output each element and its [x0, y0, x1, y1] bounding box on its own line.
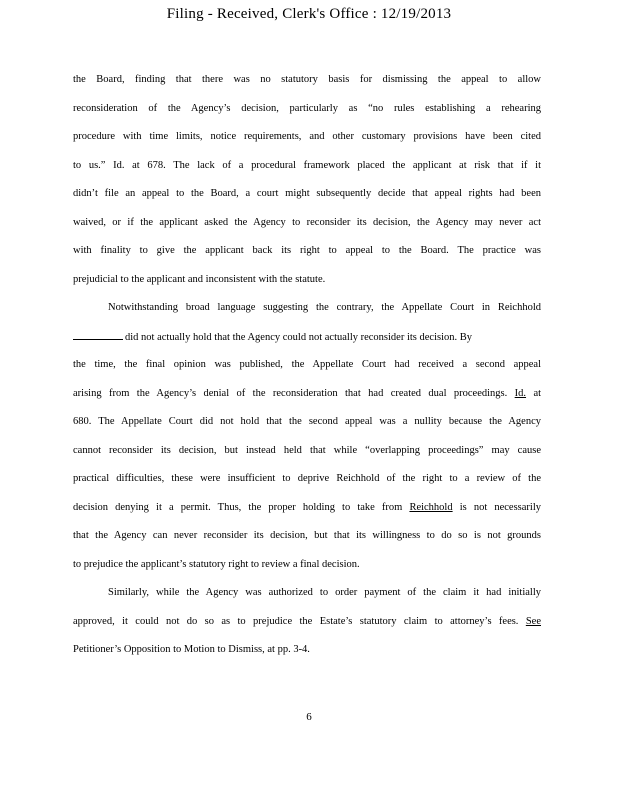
text-line: Similarly, while the Agency was authorized to order payment of the claim it had initially [108, 587, 541, 598]
text-line [73, 330, 541, 345]
text-line: prejudicial to the applicant and inconsistent with the statute. [73, 274, 326, 285]
text-line: Petitioner’s Opposition to Motion to Dismiss, at pp. 3-4. [73, 644, 310, 655]
page-number: 6 [306, 711, 312, 723]
text-line [108, 301, 541, 315]
text-segment: Notwithstanding broad language suggesting the contrary, the Appellate Court in [108, 302, 491, 313]
text-segment: is not necessarily [459, 502, 541, 513]
text-line: cannot reconsider its decision, but instead held that while “overlapping proceedings” may cause [73, 445, 541, 456]
text-line: the time, the final opinion was published, the Appellate Court had received a second appeal [73, 359, 541, 370]
text-segment: decision denying it a permit. Thus, the proper holding to take from [73, 502, 403, 513]
case-name: Reichhold [497, 302, 542, 313]
filing-header: Filing - Received, Clerk's Office : 12/19/2013 [166, 6, 452, 22]
text-line: to prejudice the applicant’s statutory right to review a final decision. [73, 559, 360, 570]
text-line: to us.” Id. at 678. The lack of a procedural framework placed the applicant at risk that if it [73, 160, 541, 171]
id-citation: Id. [514, 388, 527, 399]
text-line [73, 501, 541, 515]
text-segment: did not actually hold that the Agency could not actually reconsider its decision. By [125, 332, 473, 343]
text-segment: at [533, 388, 542, 399]
text-segment: arising from the Agency’s denial of the reconsideration that had created dual proceedings. [73, 388, 508, 399]
text-line [73, 387, 541, 401]
case-name-link: Reichhold [409, 502, 453, 513]
text-line: waived, or if the applicant asked the Agency to reconsider its decision, the Agency may never act [73, 217, 541, 228]
text-line: didn’t file an appeal to the Board, a court might subsequently decide that appeal rights had been [73, 188, 541, 199]
text-line: reconsideration of the Agency’s decision, particularly as “no rules establishing a rehearing [73, 103, 541, 114]
text-line: that the Agency can never reconsider its decision, but that its willingness to do so is not grounds [73, 530, 541, 541]
text-line: procedure with time limits, notice requirements, and other customary provisions have been cited [73, 131, 541, 142]
text-line: 680. The Appellate Court did not hold that the second appeal was a nullity because the Agency [73, 416, 541, 427]
text-segment: approved, it could not do so as to prejudice the Estate’s statutory claim to attorney’s fees. [73, 616, 519, 627]
text-line: the Board, finding that there was no statutory basis for dismissing the appeal to allow [73, 74, 541, 85]
underline-blank [73, 330, 123, 340]
text-line: practical difficulties, these were insufficient to deprive Reichhold of the right to a review of the [73, 473, 541, 484]
text-line [73, 615, 541, 629]
text-line: with finality to give the applicant back its right to appeal to the Board. The practice was [73, 245, 541, 256]
see-citation: See [525, 616, 541, 627]
